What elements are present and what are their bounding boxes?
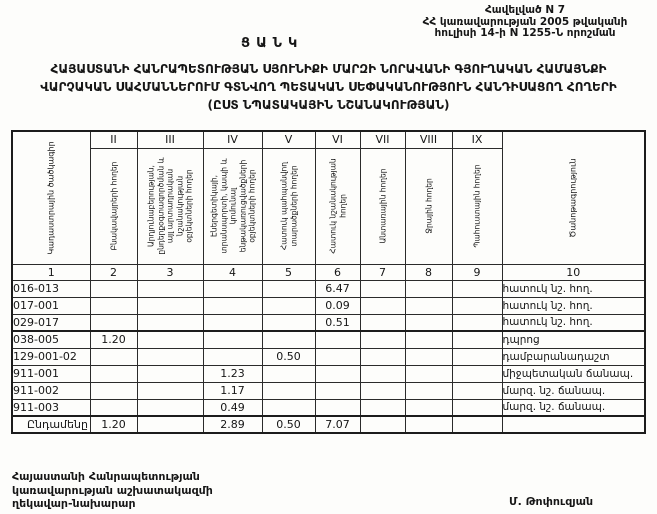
value-cell (137, 399, 203, 416)
cadastral-code-cell: 911-001 (12, 365, 90, 382)
value-cell (137, 314, 203, 331)
total-row (12, 416, 645, 433)
column-header-label: Էներգետիկայի, տրանսպորտի, կապի և կոմունալ ենթակառուցվածքների օբյեկտների հողեր (208, 158, 256, 254)
column-roman-numeral: VI (315, 131, 360, 148)
value-cell (360, 399, 405, 416)
value-cell (360, 348, 405, 365)
value-cell (405, 348, 452, 365)
column-number: 9 (452, 264, 502, 280)
table-row (12, 348, 645, 365)
column-header-label: Արդյունաբերության, ընդերքօգտագործման և այլ արտադրական նշանակության օբյեկտների հողեր (146, 157, 194, 255)
column-roman-numeral: VIII (405, 131, 452, 148)
value-cell (405, 331, 452, 348)
column-header-label: Կադաստրային ծածկագիր (46, 141, 56, 255)
column-header-label: Ջրային հողեր (423, 178, 433, 234)
value-cell: 0.50 (262, 416, 315, 433)
value-cell (360, 314, 405, 331)
value-cell (137, 416, 203, 433)
value-cell: 2.89 (203, 416, 262, 433)
column-number: 8 (405, 264, 452, 280)
table-row (12, 314, 645, 331)
value-cell (203, 297, 262, 314)
value-cell (137, 382, 203, 399)
signature-name: Մ. Թոփուզյան (509, 495, 594, 508)
cadastral-code-cell: 017-001 (12, 297, 90, 314)
note-cell: միջպետական ճանապ. (502, 365, 645, 382)
column-header-label: Հատուկ նշանակության հողեր (328, 158, 347, 254)
cadastral-code-cell: Ընդամենը (12, 416, 90, 433)
table-row (12, 331, 645, 348)
value-cell (137, 331, 203, 348)
land-parcels-table (11, 130, 646, 434)
column-header-cell (405, 148, 452, 264)
cadastral-code-cell: 129-001-02 (12, 348, 90, 365)
value-cell (360, 365, 405, 382)
value-cell (452, 399, 502, 416)
value-cell (315, 331, 360, 348)
value-cell (452, 348, 502, 365)
value-cell (262, 331, 315, 348)
value-cell (405, 297, 452, 314)
value-cell (360, 382, 405, 399)
column-number: 1 (12, 264, 90, 280)
value-cell (452, 416, 502, 433)
column-header-cell (452, 148, 502, 264)
column-header-cell (203, 148, 262, 264)
footer-line-2: կառավարության աշխատակազմի (12, 483, 213, 497)
value-cell (262, 314, 315, 331)
note-cell: դամբարանադաշտ (502, 348, 645, 365)
value-cell (405, 399, 452, 416)
value-cell: 1.23 (203, 365, 262, 382)
column-number: 6 (315, 264, 360, 280)
roman-numeral-row (12, 131, 645, 148)
column-header-cell (315, 148, 360, 264)
column-header-cadastral-code (12, 131, 90, 264)
value-cell (203, 331, 262, 348)
column-header-label: Անտառային հողեր (377, 168, 387, 244)
column-number: 7 (360, 264, 405, 280)
cadastral-code-cell: 038-005 (12, 331, 90, 348)
column-header-label: Պահուստային հողեր (472, 164, 482, 248)
value-cell (262, 297, 315, 314)
appendix-block (405, 5, 645, 40)
value-cell (262, 365, 315, 382)
title-line-2: ՎԱՐՉԱԿԱՆ ՍԱՀՄԱՆՆԵՐՈՒՄ ԳՏՆՎՈՂ ՊԵՏԱԿԱՆ ՍԵՓԱԿԱՆՈՒԹՅՈՒՆ ՀԱՆԴԻՍԱՑՈՂ ՀՈՂԵՐԻ (40, 80, 617, 94)
column-roman-numeral: III (137, 131, 203, 148)
title-line-1: ՀԱՅԱՍՏԱՆԻ ՀԱՆՐԱՊԵՏՈՒԹՅԱՆ ՍՅՈՒՆԻՔԻ ՄԱՐԶԻ ՆՈՐԱՎԱՆԻ ԳՅՈՒՂԱԿԱՆ ՀԱՄԱՅՆՔԻ (50, 62, 607, 76)
column-header-note (502, 131, 645, 264)
value-cell (315, 348, 360, 365)
value-cell (360, 280, 405, 297)
value-cell (203, 314, 262, 331)
value-cell: 0.09 (315, 297, 360, 314)
note-cell: հատուկ նշ. հող. (502, 297, 645, 314)
column-header-label: Ծանոթագրություն (568, 158, 578, 238)
column-header-cell (360, 148, 405, 264)
value-cell (262, 280, 315, 297)
column-roman-numeral: V (262, 131, 315, 148)
value-cell (137, 348, 203, 365)
cadastral-code-cell: 911-003 (12, 399, 90, 416)
column-number: 3 (137, 264, 203, 280)
list-label: ՑԱՆԿ (241, 36, 304, 51)
value-cell: 6.47 (315, 280, 360, 297)
cadastral-code-cell: 029-017 (12, 314, 90, 331)
footer-line-3: ղեկավար-նախարար (12, 497, 136, 510)
value-cell (360, 297, 405, 314)
value-cell (405, 314, 452, 331)
title-line-3: (ԸՍՏ ՆՊԱՏԱԿԱՅԻՆ ՆՇԱՆԱԿՈՒԹՅԱՆ) (207, 98, 450, 112)
note-cell: մարզ. նշ. ճանապ. (502, 382, 645, 399)
value-cell (262, 382, 315, 399)
value-cell (90, 297, 137, 314)
value-cell (90, 314, 137, 331)
value-cell (315, 382, 360, 399)
value-cell: 0.49 (203, 399, 262, 416)
note-cell: մարզ. նշ. ճանապ. (502, 399, 645, 416)
column-header-cell (90, 148, 137, 264)
value-cell: 1.20 (90, 416, 137, 433)
note-cell: դպրոց (502, 331, 645, 348)
cadastral-code-cell: 016-013 (12, 280, 90, 297)
note-cell: հատուկ նշ. հող. (502, 280, 645, 297)
note-cell (502, 416, 645, 433)
value-cell: 0.50 (262, 348, 315, 365)
value-cell (90, 382, 137, 399)
column-number: 2 (90, 264, 137, 280)
value-cell (90, 399, 137, 416)
value-cell (90, 348, 137, 365)
column-roman-numeral: IV (203, 131, 262, 148)
value-cell (360, 331, 405, 348)
table-row (12, 365, 645, 382)
table-row (12, 297, 645, 314)
value-cell (137, 280, 203, 297)
document-title (0, 60, 657, 114)
value-cell (452, 297, 502, 314)
value-cell (203, 348, 262, 365)
table-row (12, 382, 645, 399)
footer-line-1: Հայաստանի Հանրապետության (12, 470, 200, 483)
value-cell (452, 382, 502, 399)
value-cell (315, 399, 360, 416)
column-header-cell (137, 148, 203, 264)
value-cell (137, 365, 203, 382)
value-cell (90, 280, 137, 297)
value-cell: 1.20 (90, 331, 137, 348)
column-roman-numeral: IX (452, 131, 502, 148)
value-cell (315, 365, 360, 382)
value-cell (360, 416, 405, 433)
value-cell: 0.51 (315, 314, 360, 331)
table-row (12, 399, 645, 416)
footer-block (12, 470, 213, 511)
appendix-line-2: ՀՀ կառավարության 2005 թվականի (422, 15, 628, 28)
column-number: 4 (203, 264, 262, 280)
value-cell (452, 331, 502, 348)
value-cell (405, 416, 452, 433)
value-cell: 7.07 (315, 416, 360, 433)
column-header-cell (262, 148, 315, 264)
column-roman-numeral: II (90, 131, 137, 148)
column-header-label: Բնակավայրերի հողեր (108, 161, 118, 251)
appendix-line-1: Հավելված N 7 (484, 4, 566, 16)
cadastral-code-cell: 911-002 (12, 382, 90, 399)
column-number: 10 (502, 264, 645, 280)
column-roman-numeral: VII (360, 131, 405, 148)
value-cell: 1.17 (203, 382, 262, 399)
appendix-line-3: հուլիսի 14-ի N 1255-Ն որոշման (434, 27, 616, 39)
value-cell (452, 365, 502, 382)
value-cell (262, 399, 315, 416)
value-cell (405, 280, 452, 297)
value-cell (405, 365, 452, 382)
column-number-row (12, 264, 645, 280)
value-cell (405, 382, 452, 399)
note-cell: հատուկ նշ. հող. (502, 314, 645, 331)
value-cell (137, 297, 203, 314)
value-cell (452, 314, 502, 331)
column-number: 5 (262, 264, 315, 280)
value-cell (452, 280, 502, 297)
value-cell (203, 280, 262, 297)
column-header-label: Հատուկ պահպանվող տարածքների հողեր (279, 161, 298, 251)
table-row (12, 280, 645, 297)
value-cell (90, 365, 137, 382)
